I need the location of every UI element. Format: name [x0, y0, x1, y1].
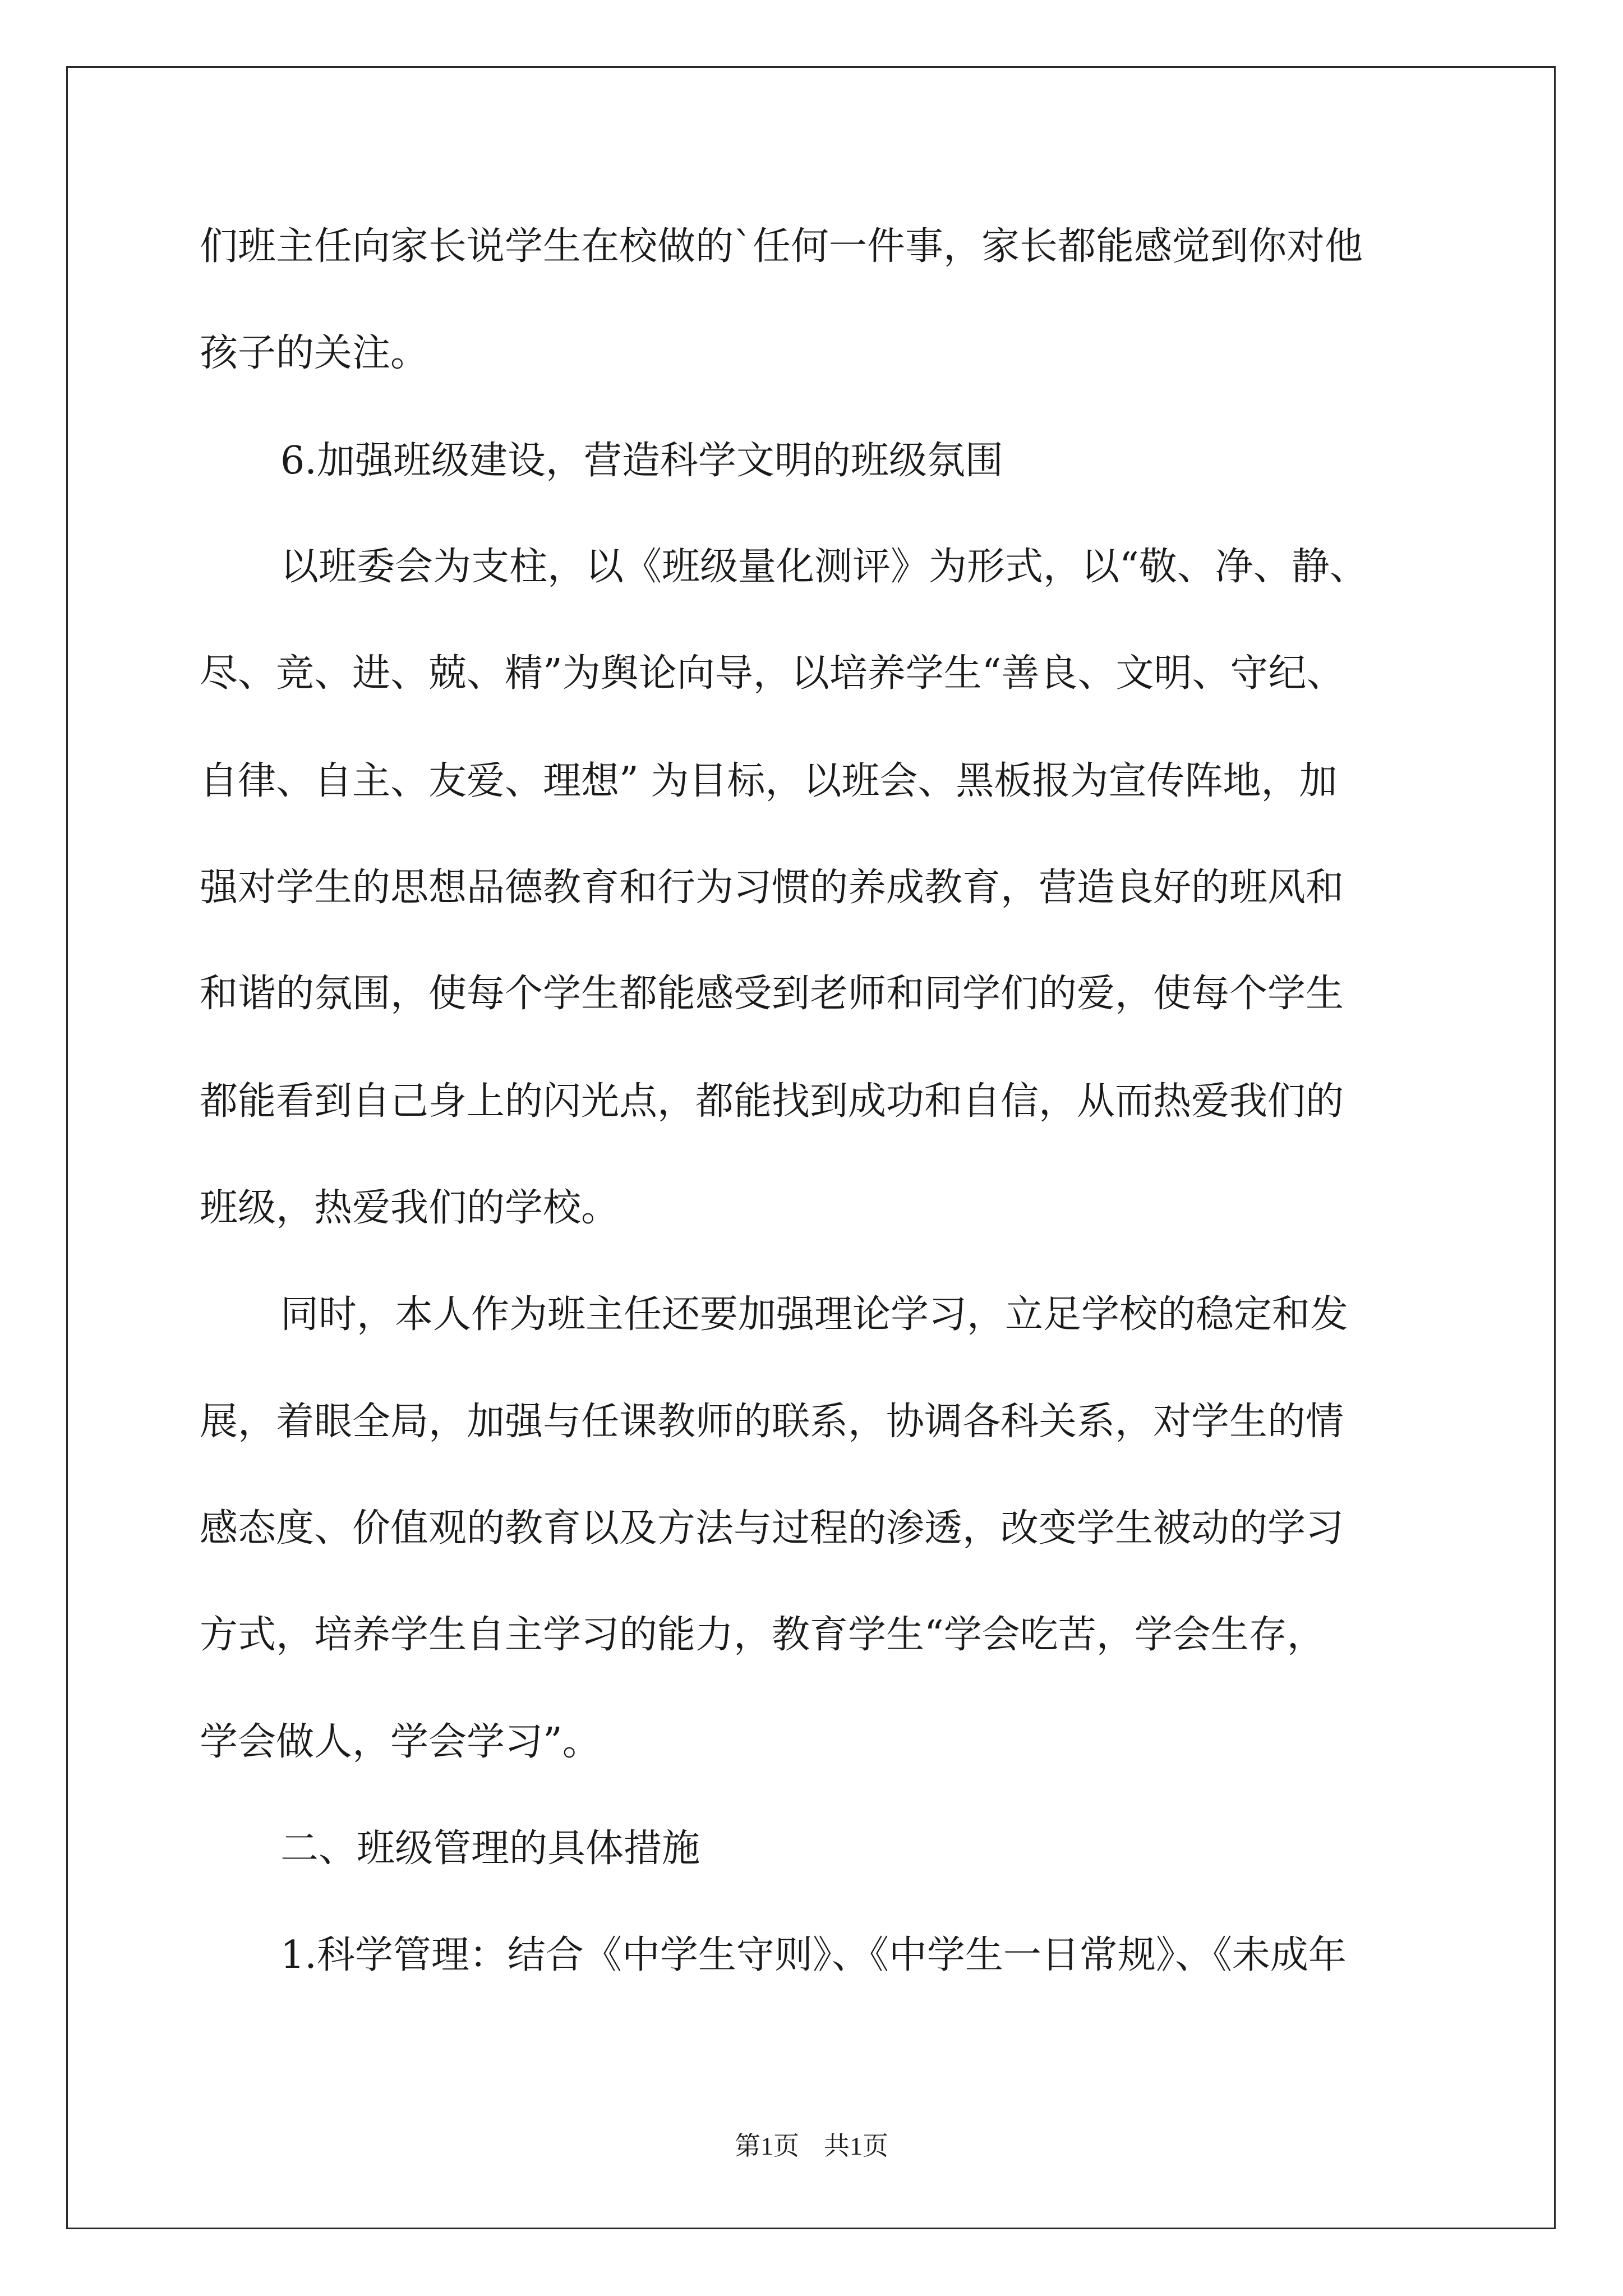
page-footer: [0, 2129, 1623, 2163]
text-line: 班级，热爱我们的学校。: [200, 1186, 620, 1230]
text-line: 们班主任向家长说学生在校做的`任何一件事，家长都能感觉到你对他: [200, 224, 1363, 269]
page-border: [66, 66, 1556, 2229]
text-line: 同时，本人作为班主任还要加强理论学习，立足学校的稳定和发: [280, 1292, 1349, 1337]
page-total: 共1页: [824, 2132, 888, 2160]
text-line: 和谐的氛围，使每个学生都能感受到老师和同学们的爱，使每个学生: [200, 972, 1344, 1016]
text-line: 自律、自主、友爱、理想” 为目标，以班会、黑板报为宣传阵地，加: [200, 759, 1338, 803]
text-line: 感态度、价值观的教育以及方法与过程的渗透，改变学生被动的学习: [200, 1506, 1344, 1550]
text-line: 1.科学管理：结合《中学生守则》、《中学生一日常规》、《未成年: [280, 1933, 1347, 1977]
text-line: 以班委会为支柱，以《班级量化测评》为形式，以“敬、净、静、: [280, 545, 1368, 589]
text-line: 学会做人，学会学习”。: [200, 1720, 601, 1764]
text-line: 都能看到自己身上的闪光点，都能找到成功和自信，从而热爱我们的: [200, 1079, 1344, 1124]
section-heading: 二、班级管理的具体措施: [280, 1826, 700, 1871]
text-line: 尽、竞、进、兢、精”为舆论向导，以培养学生“善良、文明、守纪、: [200, 651, 1345, 696]
text-line: 强对学生的思想品德教育和行为习惯的养成教育，营造良好的班风和: [200, 866, 1344, 910]
text-line: 展，着眼全局，加强与任课教师的联系，协调各科关系，对学生的情: [200, 1400, 1344, 1444]
text-line: 孩子的关注。: [200, 331, 429, 375]
section-heading: 6.加强班级建设，营造科学文明的班级氛围: [280, 439, 1003, 483]
text-line: 方式，培养学生自主学习的能力，教育学生“学会吃苦，学会生存，: [200, 1613, 1325, 1657]
page-number: 第1页: [735, 2132, 799, 2160]
